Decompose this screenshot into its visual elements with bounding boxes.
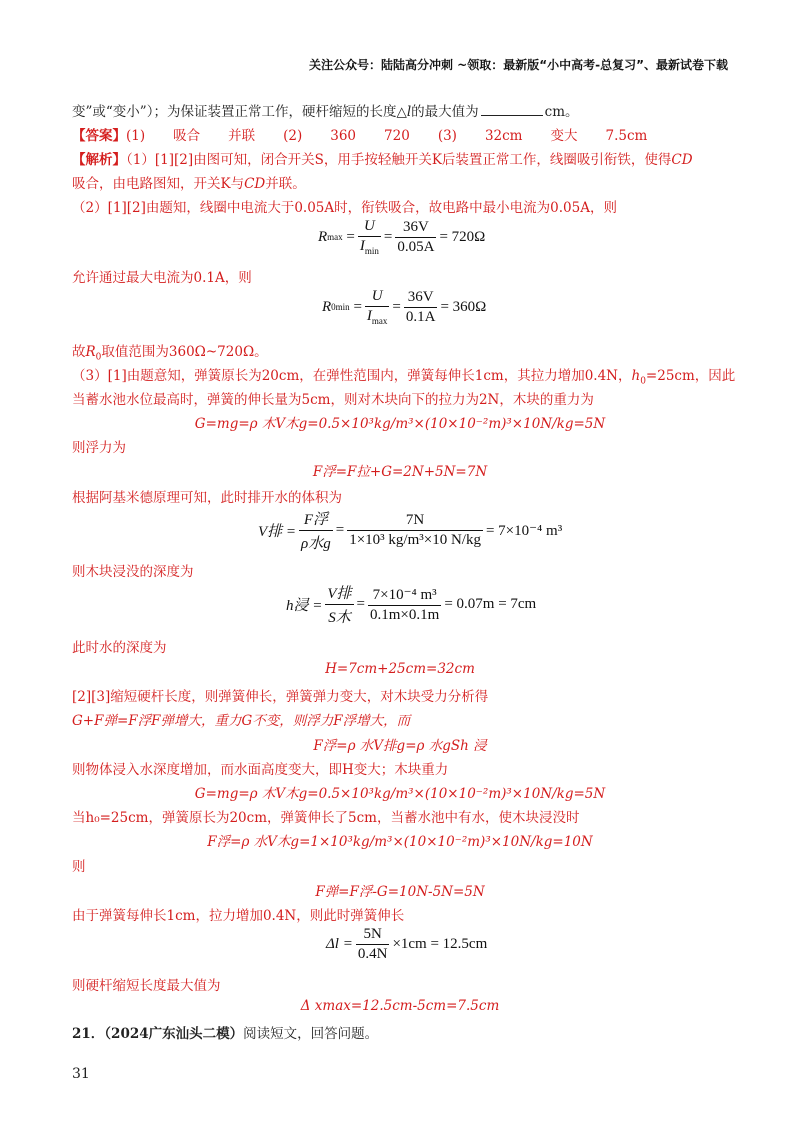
equation-depth: h浸 = $\frac{\text{V排}}{\text{S木}}$ = $\frac{\text{7×10⁻⁴ m³}}{0.1m\times 0.1m}$ = 0.07m = 7cm: [286, 582, 536, 627]
eq-den-sub: max: [371, 316, 388, 326]
equation-gravity: G=mg=ρ 木V木g=0.5×10³kg/m³×(10×10⁻²m)³×10N/kg=5N: [194, 416, 606, 432]
eq-num: V排: [325, 582, 353, 605]
analysis-line-16: 则: [72, 859, 86, 875]
answer-item: 32cm: [484, 128, 523, 144]
analysis-tag: 【解析】: [72, 152, 126, 168]
analysis-line-2: [72, 172, 306, 192]
analysis-line-4: 允许通过最大电流为0.1A，则: [72, 270, 252, 286]
equation-volume: V排 = $\frac{\text{F浮}}{\text{ρ水g}}$ = $\frac{7N}{\text{1×10³ kg/m³×10 N/kg}}$ = 7×10⁻⁴ m³: [258, 508, 562, 553]
eq-den: 1×10³ kg/m³×10 N/kg: [349, 532, 481, 548]
answer-item: 变大: [550, 128, 578, 144]
eq-num: 36V: [395, 219, 436, 238]
eq-den: I: [366, 308, 372, 324]
question-number: 21．: [72, 1026, 105, 1042]
equation-max-shorten: Δ xmax=12.5cm-5cm=7.5cm: [300, 998, 500, 1014]
variable-cd: CD: [671, 152, 693, 168]
variable-r: R: [85, 344, 96, 360]
question-text: 阅读短文，回答问题。: [243, 1026, 379, 1042]
answer-item: (3): [437, 128, 457, 144]
analysis-line-7: 当蓄水池水位最高时，弹簧的伸长量为5cm，则对木块向下的拉力为2N，木块的重力为: [72, 392, 594, 408]
page-header: 关注公众号：陆陆高分冲刺 ~领取：最新版“小中高考-总复习”、最新试卷下载: [309, 58, 728, 72]
answer-item: 720: [384, 128, 410, 144]
equation-buoyancy: F浮=F拉+G=2N+5N=7N: [312, 464, 488, 480]
page-number: 31: [72, 1066, 90, 1082]
eq-num: U: [358, 218, 381, 237]
eq-lhs: R: [322, 298, 332, 315]
question-tail-line: [72, 100, 579, 120]
eq-den: S木: [328, 610, 351, 626]
answer-item: 吸合: [173, 128, 201, 144]
analysis-line-18: 则硬杆缩短长度最大值为: [72, 978, 221, 994]
analysis-line-11: 此时水的深度为: [72, 640, 167, 656]
eq-num: 7×10⁻⁴ m³: [368, 585, 441, 606]
analysis-text: 吸合，由电路图知，开关K与: [72, 176, 245, 192]
equation-r-max: R max = $\frac{U}{I_{min}}$ = $\frac{36V}{0.05A}$ = 720Ω: [318, 218, 486, 256]
eq-rhs: = 0.07m = 7cm: [444, 596, 537, 612]
equation-r0-min: R 0min = $\frac{U}{I_{max}}$ = $\frac{36V}{0.1A}$ = 360Ω: [322, 288, 487, 326]
analysis-text: =25cm，因此: [645, 368, 736, 384]
eq-lhs-sub: 0min: [331, 302, 350, 312]
question-text-2: 的最大值为: [411, 104, 479, 120]
eq-lhs: R: [318, 228, 328, 245]
analysis-line-14: 则物体浸入水深度增加，而水面高度变大，即H变大；木块重力: [72, 762, 449, 778]
eq-rhs: = 360Ω: [440, 298, 487, 315]
eq-den: ρ水g: [301, 536, 331, 552]
analysis-line-5: 故$R_0$取值范围为360Ω~720Ω。: [72, 344, 268, 363]
variable-l: l: [406, 104, 412, 120]
answer-item: 360: [330, 128, 357, 144]
answer-item: 并联: [228, 128, 256, 144]
eq-den: 0.4N: [357, 946, 388, 962]
eq-rhs: ×1cm = 12.5cm: [392, 936, 488, 952]
answer-item: 7.5cm: [605, 128, 648, 144]
unit-text: cm。: [544, 104, 579, 120]
question-text: 变”或“变小”）；为保证装置正常工作，硬杆缩短的长度△: [72, 104, 407, 120]
answer-item: (1): [126, 128, 146, 144]
equation-gravity-2: G=mg=ρ 木V木g=0.5×10³kg/m³×(10×10⁻²m)³×10N/kg=5N: [194, 786, 606, 802]
equation-water-depth: H=7cm+25cm=32cm: [325, 661, 475, 677]
answer-blank: [481, 103, 543, 116]
eq-num: U: [365, 288, 390, 307]
eq-lhs: V排 =: [258, 524, 297, 540]
eq-den: 0.1m×0.1m: [370, 607, 440, 623]
analysis-line-3: （2）[1][2]由题知，线圈中电流大于0.05A时，衔铁吸合，故电路中最小电流为0.05A，则: [72, 200, 617, 216]
eq-lhs: Δl =: [326, 936, 353, 952]
analysis-text: 故: [72, 344, 86, 360]
answer-line: [72, 124, 647, 144]
eq-rhs: = 720Ω: [439, 228, 486, 245]
analysis-text: 取值范围为360Ω~720Ω。: [101, 344, 268, 360]
analysis-line-9: 根据阿基米德原理可知，此时排开水的体积为: [72, 490, 342, 506]
analysis-line-12: [2][3]缩短硬杆长度，则弹簧伸长，弹簧弹力变大，对木块受力分析得: [72, 689, 489, 705]
equation-extension: [326, 926, 487, 963]
eq-lhs-sub: max: [327, 232, 343, 242]
analysis-line-15: 当h₀=25cm，弹簧原长为20cm，弹簧伸长了5cm，当蓄水池中有水，使木块浸没时: [72, 810, 580, 826]
eq-lhs: h浸 =: [286, 598, 323, 614]
eq-den: 0.1A: [405, 308, 436, 325]
eq-den-sub: min: [364, 246, 379, 256]
answer-item: (2): [283, 128, 303, 144]
analysis-line-13: G+F弹=F浮F弹增大，重力G不变，则浮力F浮增大，而: [72, 713, 411, 729]
eq-den: I: [359, 238, 365, 254]
analysis-line-10: 则木块浸没的深度为: [72, 564, 194, 580]
analysis-text: 并联。: [265, 176, 306, 192]
variable-h: h: [631, 368, 641, 384]
analysis-line-1: [72, 148, 693, 168]
question-21: [72, 1022, 378, 1042]
analysis-text: （3）[1]由题意知，弹簧原长为20cm，在弹性范围内，弹簧每伸长1cm，其拉力增加0.4N，: [72, 368, 632, 384]
variable-cd: CD: [244, 176, 266, 192]
eq-rhs: = 7×10⁻⁴ m³: [485, 523, 563, 539]
eq-num: 5N: [356, 926, 390, 945]
eq-num: 7N: [347, 512, 483, 531]
analysis-line-17: 由于弹簧每伸长1cm，拉力增加0.4N，则此时弹簧伸长: [72, 908, 405, 924]
answer-tag: 【答案】: [72, 128, 126, 144]
question-source: （2024广东汕头二模）: [104, 1026, 244, 1042]
eq-num: F浮: [299, 508, 333, 531]
analysis-text: （1）[1][2]由图可知，闭合开关S，用手按轻触开关K后装置正常工作，线圈吸引衔铁，使得: [126, 152, 672, 168]
analysis-line-6: （3）[1]由题意知，弹簧原长为20cm，在弹性范围内，弹簧每伸长1cm，其拉力增加0.4N，$h_0=25cm$，因此: [72, 368, 736, 387]
eq-num: 36V: [404, 289, 438, 308]
eq-den: 0.05A: [397, 238, 435, 255]
equation-buoyancy-2: F浮=ρ 水V排g=ρ 水gSh 浸: [313, 738, 487, 754]
analysis-line-8: 则浮力为: [72, 440, 126, 456]
equation-buoyancy-3: F浮=ρ 水V木g=1×10³kg/m³×(10×10⁻²m)³×10N/kg=10N: [207, 834, 593, 850]
equation-spring-force: F弹=F浮-G=10N-5N=5N: [315, 884, 485, 900]
